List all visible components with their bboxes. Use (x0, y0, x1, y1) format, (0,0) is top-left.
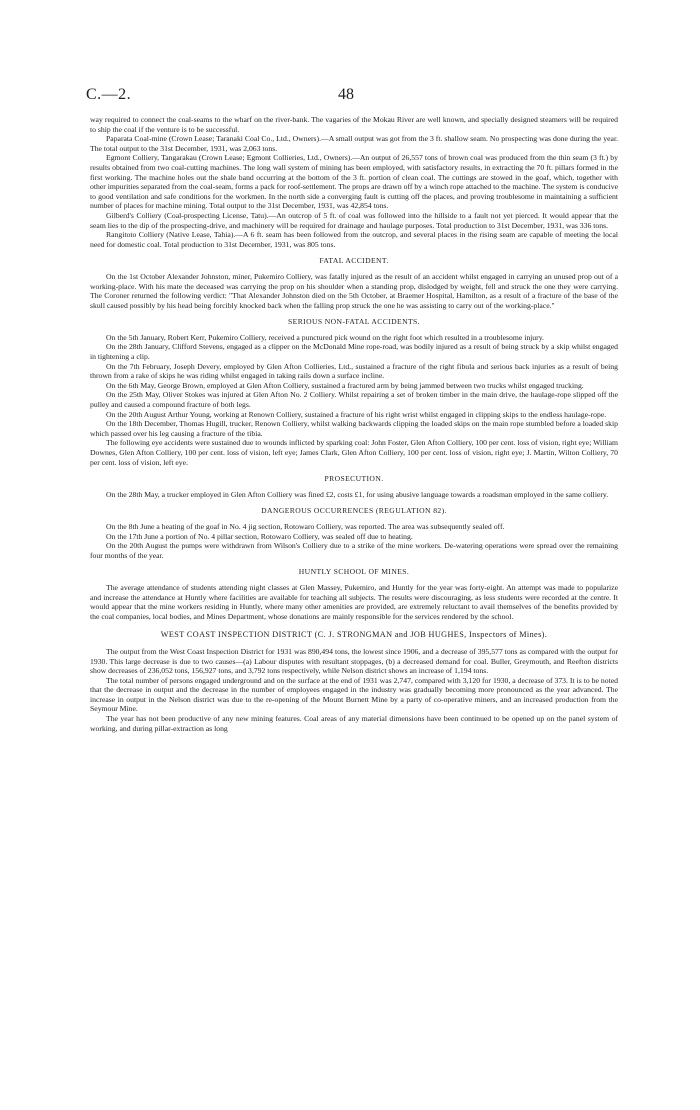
paragraph: On the 28th May, a trucker employed in Glen Afton Colliery was fined £2, costs £1, for using abusive language towards a roadsman employed in the same colliery. (106, 489, 609, 499)
section-heading: HUNTLY SCHOOL OF MINES. (298, 567, 410, 577)
section-heading: DANGEROUS OCCURRENCES (REGULATION 82). (261, 506, 447, 516)
document-body (90, 115, 618, 733)
document-reference: C.—2. (86, 86, 132, 103)
section-heading: PROSECUTION. (324, 474, 384, 484)
paragraph: On the 20th August the pumps were withdrawn from Wilson's Colliery due to a strike of the mine workers. De-watering operations were spread over the remaining four months of the year. (90, 541, 618, 560)
paragraph: The following eye accidents were sustained due to wounds inflicted by sparking coal: John Foster, Glen Afton Colliery, 100 per cent. loss of vision, right eye; William Downes, Glen Afton Colliery, 100 per cent. loss of vision, left eye; James Clark, Glen Afton Colliery, 100 per cent. loss of vision, right eye; J. Martin, Wilton Colliery, 70 per cent. loss of vision, left eye. (90, 438, 618, 467)
section-heading: SERIOUS NON-FATAL ACCIDENTS. (288, 317, 420, 327)
paragraph: Gilberd's Colliery (Coal-prospecting License, Tatu).—An outcrop of 5 ft. of coal was followed into the hillside to a fault not yet pierced. It would appear that the seam lies to the dip of the prospecting-drive, and machinery will be required for drainage and haulage purposes. Total production to 31st December, 1931, was 336 tons. (90, 210, 618, 230)
paragraph: On the 5th January, Robert Kerr, Pukemiro Colliery, received a punctured pick wound on the right foot which resulted in a troublesome injury. (106, 332, 544, 342)
section-heading: WEST COAST INSPECTION DISTRICT (C. J. STRONGMAN and JOB HUGHES, Inspectors of Mines). (160, 630, 548, 640)
paragraph: On the 7th February, Joseph Devery, employed by Glen Afton Collieries, Ltd., sustained a fracture of the right fibula and serious back injuries as a result of being thrown from a rake of skips he was riding whilst engaged in taking rails down a surface incline. (90, 361, 618, 381)
paragraph: On the 8th June a heating of the goaf in No. 4 jig section, Rotowaro Colliery, was reported. The area was subsequently sealed off. (106, 521, 505, 531)
paragraph: Rangitoto Colliery (Native Lease, Tahia).—A 6 ft. seam has been followed from the outcrop, and several places in the rising seam are capable of meeting the local need for domestic coal. Total production to 31st December, 1931, was 805 tons. (90, 230, 618, 249)
paragraph: Paparata Coal-mine (Crown Lease; Taranaki Coal Co., Ltd., Owners).—A small output was got from the 3 ft. shallow seam. No prospecting was done during the year. The total output to the 31st December, 1931, was 2,063 tons. (90, 134, 618, 153)
paragraph: On the 28th January, Clifford Stevens, engaged as a clipper on the McDonald Mine rope-road, was bodily injured as a result of being struck by a skip whilst engaged in tightening a clip. (90, 342, 618, 362)
section-heading: FATAL ACCIDENT. (319, 256, 389, 266)
paragraph: The average attendance of students attending night classes at Glen Massey, Pukemiro, and Huntly for the year was forty-eight. An attempt was made to popularize and increase the attendance at Huntly where facilities are available for teaching all subjects. The results were discouraging, as less students were recorded at the centre. It would appear that the mine workers residing in Huntly, where many other amenities are provided, are extremely reluctant to avail themselves of the benefits provided by the coal companies, local bodies, and Mines Department, whose donations are mainly responsible for the services rendered by the school. (90, 582, 618, 621)
paragraph: On the 17th June a portion of No. 4 pillar section, Rotowaro Colliery, was sealed off due to heating. (106, 531, 413, 541)
paragraph: On the 18th December, Thomas Hugill, trucker, Renown Colliery, whilst walking backwards clipping the loaded skips on the main rope stumbled before a loaded skip which passed over his leg causing a fracture of the tibia. (90, 419, 618, 438)
paragraph: Egmont Colliery, Tangarakau (Crown Lease; Egmont Collieries, Ltd., Owners).—An output of 26,557 tons of brown coal was produced from the thin seam (3 ft.) by results obtained from two coal-cutting machines. The long wall system of mining has been employed, with satisfactory results, in extracting the 70 ft. pillars formed in the first working. The machine holes out the shale band occurring at the bottom of the 3 ft. portion of clean coal. The cuttings are stowed in the goaf, which, together with other impurities separated from the coal-seam, forms a pack for roof-settlement. The props are drawn off by a winch rope attached to the machine. The system is conducive to good ventilation and safe conditions for the workmen. In the north side a converging fault is cutting off the places, and proving troublesome in maintaining a sufficient number of places for machine mining. Total output to the 31st December, 1931, was 42,854 tons. (90, 153, 618, 211)
paragraph: On the 1st October Alexander Johnston, miner, Pukemiro Colliery, was fatally injured as the result of an accident whilst engaged in carrying an unused prop out of a working-place. With his mate the deceased was carrying the prop on his shoulder when a standing prop, dislodged by weight, fell and struck the one they were carrying. The Coroner returned the following verdict: "That Alexander Johnston died on the 5th October, at Braemer Hospital, Hamilton, as a result of a fracture of the base of the skull caused possibly by his head being forcibly knocked back when the falling prop struck the one he was assisting to carry out of the working-place." (90, 271, 618, 310)
paragraph: The output from the West Coast Inspection District for 1931 was 890,494 tons, the lowest since 1906, and a decrease of 395,577 tons as compared with the output for 1930. This large decrease is due to two causes—(a) Labour disputes with resultant stoppages, (b) a decreased demand for coal. Buller, Greymouth, and Reefton districts show decreases of 236,052 tons, 156,927 tons, and 3,792 tons respectively, while Nelson district shows an increase of 1,194 tons. (90, 646, 618, 676)
paragraph: On the 25th May, Oliver Stokes was injured at Glen Afton No. 2 Colliery. Whilst repairing a set of broken timber in the main drive, the haulage-rope slipped off the pulley and caused a compound fracture of both legs. (90, 390, 618, 410)
paragraph: On the 6th May, George Brown, employed at Glen Afton Colliery, sustained a fractured arm by being jammed between two trucks whilst engaged trucking. (106, 380, 584, 390)
paragraph: way required to connect the coal-seams to the wharf on the river-bank. The vagaries of the Mokau River are well known, and specially designed steamers will be required to ship the coal if the venture is to be successful. (90, 115, 618, 134)
paragraph: The year has not been productive of any new mining features. Coal areas of any material dimensions have been continued to be opened up on the panel system of working, and during pillar-extraction as long (90, 714, 618, 733)
paragraph: On the 20th August Arthur Young, working at Renown Colliery, sustained a fracture of his right wrist whilst engaged in clipping skips to the endless haulage-rope. (106, 409, 607, 419)
paragraph: The total number of persons engaged underground and on the surface at the end of 1931 was 2,747, compared with 3,120 for 1930, a decrease of 373. It is to be noted that the decrease in output and the decrease in the number of employees engaged in the industry was gradually becoming more pronounced as the year advanced. The increase in output in the Nelson district was due to the re-opening of the Mount Burnett Mine by a party of co-operative miners, and an increased production from the Seymour Mine. (90, 675, 618, 714)
page-number: 48 (338, 86, 354, 103)
